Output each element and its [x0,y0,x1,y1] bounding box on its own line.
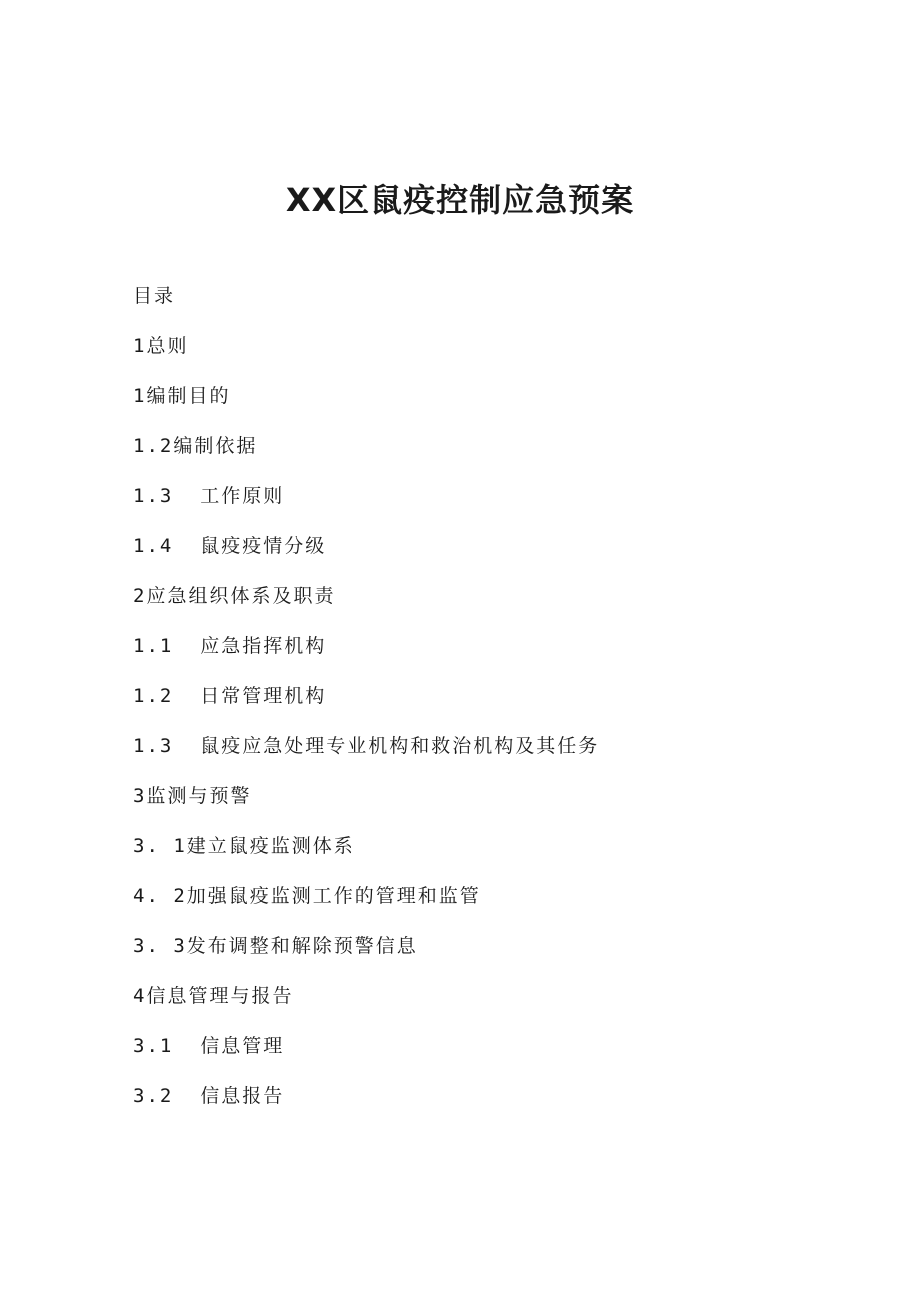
toc-item: 1.2编制依据 [133,435,258,457]
toc-item: 1.1 应急指挥机构 [133,635,327,657]
toc-item: 4信息管理与报告 [133,985,294,1007]
toc-item: 3.1 信息管理 [133,1035,285,1057]
toc-item: 1总则 [133,335,189,357]
toc-item: 4. 2加强鼠疫监测工作的管理和监管 [133,885,481,907]
toc-item: 1.3 工作原则 [133,485,285,507]
toc-item: 1编制目的 [133,385,231,407]
document-title: XX区鼠疫控制应急预案 [285,181,635,219]
toc-heading: 目录 [133,285,176,307]
toc-item: 3监测与预警 [133,785,252,807]
toc-item: 1.2 日常管理机构 [133,685,327,707]
toc-item: 1.4 鼠疫疫情分级 [133,535,327,557]
toc-item: 3.2 信息报告 [133,1085,285,1107]
toc-item: 2应急组织体系及职责 [133,585,336,607]
toc-item: 3. 1建立鼠疫监测体系 [133,835,355,857]
toc-item: 1.3 鼠疫应急处理专业机构和救治机构及其任务 [133,735,600,757]
table-of-contents [133,281,833,1131]
toc-item: 3. 3发布调整和解除预警信息 [133,935,418,957]
